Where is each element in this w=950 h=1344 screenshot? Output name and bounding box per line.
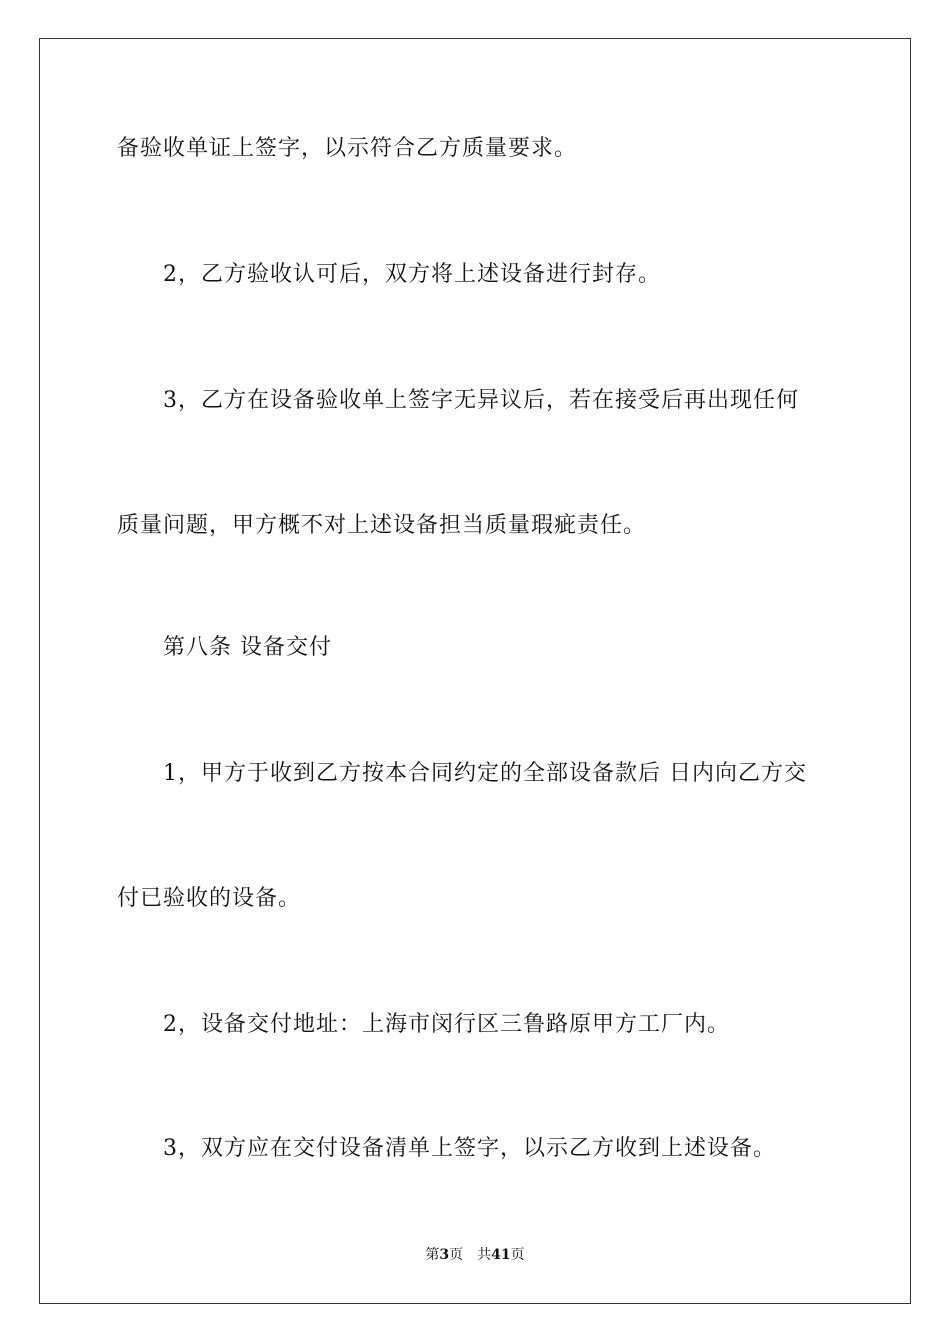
body-line-2: 2，乙方验收认可后，双方将上述设备进行封存。 — [163, 262, 661, 287]
footer-total-prefix: 共 — [477, 1247, 492, 1263]
page-border — [39, 38, 911, 1304]
footer-page-prefix: 第 — [425, 1247, 440, 1263]
body-line-8: 2，设备交付地址：上海市闵行区三鲁路原甲方工厂内。 — [163, 1012, 730, 1037]
page-footer — [0, 1246, 950, 1264]
section-heading: 第八条 设备交付 — [163, 635, 332, 660]
body-line-6: 1，甲方于收到乙方按本合同约定的全部设备款后 日内向乙方交 — [163, 761, 807, 786]
body-line-3: 3，乙方在设备验收单上签字无异议后，若在接受后再出现任何 — [163, 388, 799, 413]
footer-total-pages: 41 — [491, 1247, 511, 1263]
body-line-4: 质量问题，甲方概不对上述设备担当质量瑕疵责任。 — [117, 513, 647, 538]
footer-page-number: 3 — [439, 1247, 450, 1263]
body-line-1: 备验收单证上签字，以示符合乙方质量要求。 — [117, 136, 578, 161]
footer-total-suffix: 页 — [510, 1247, 525, 1263]
body-line-9: 3，双方应在交付设备清单上签字，以示乙方收到上述设备。 — [163, 1136, 776, 1161]
footer-page-suffix: 页 — [449, 1247, 464, 1263]
body-line-7: 付已验收的设备。 — [117, 886, 302, 911]
